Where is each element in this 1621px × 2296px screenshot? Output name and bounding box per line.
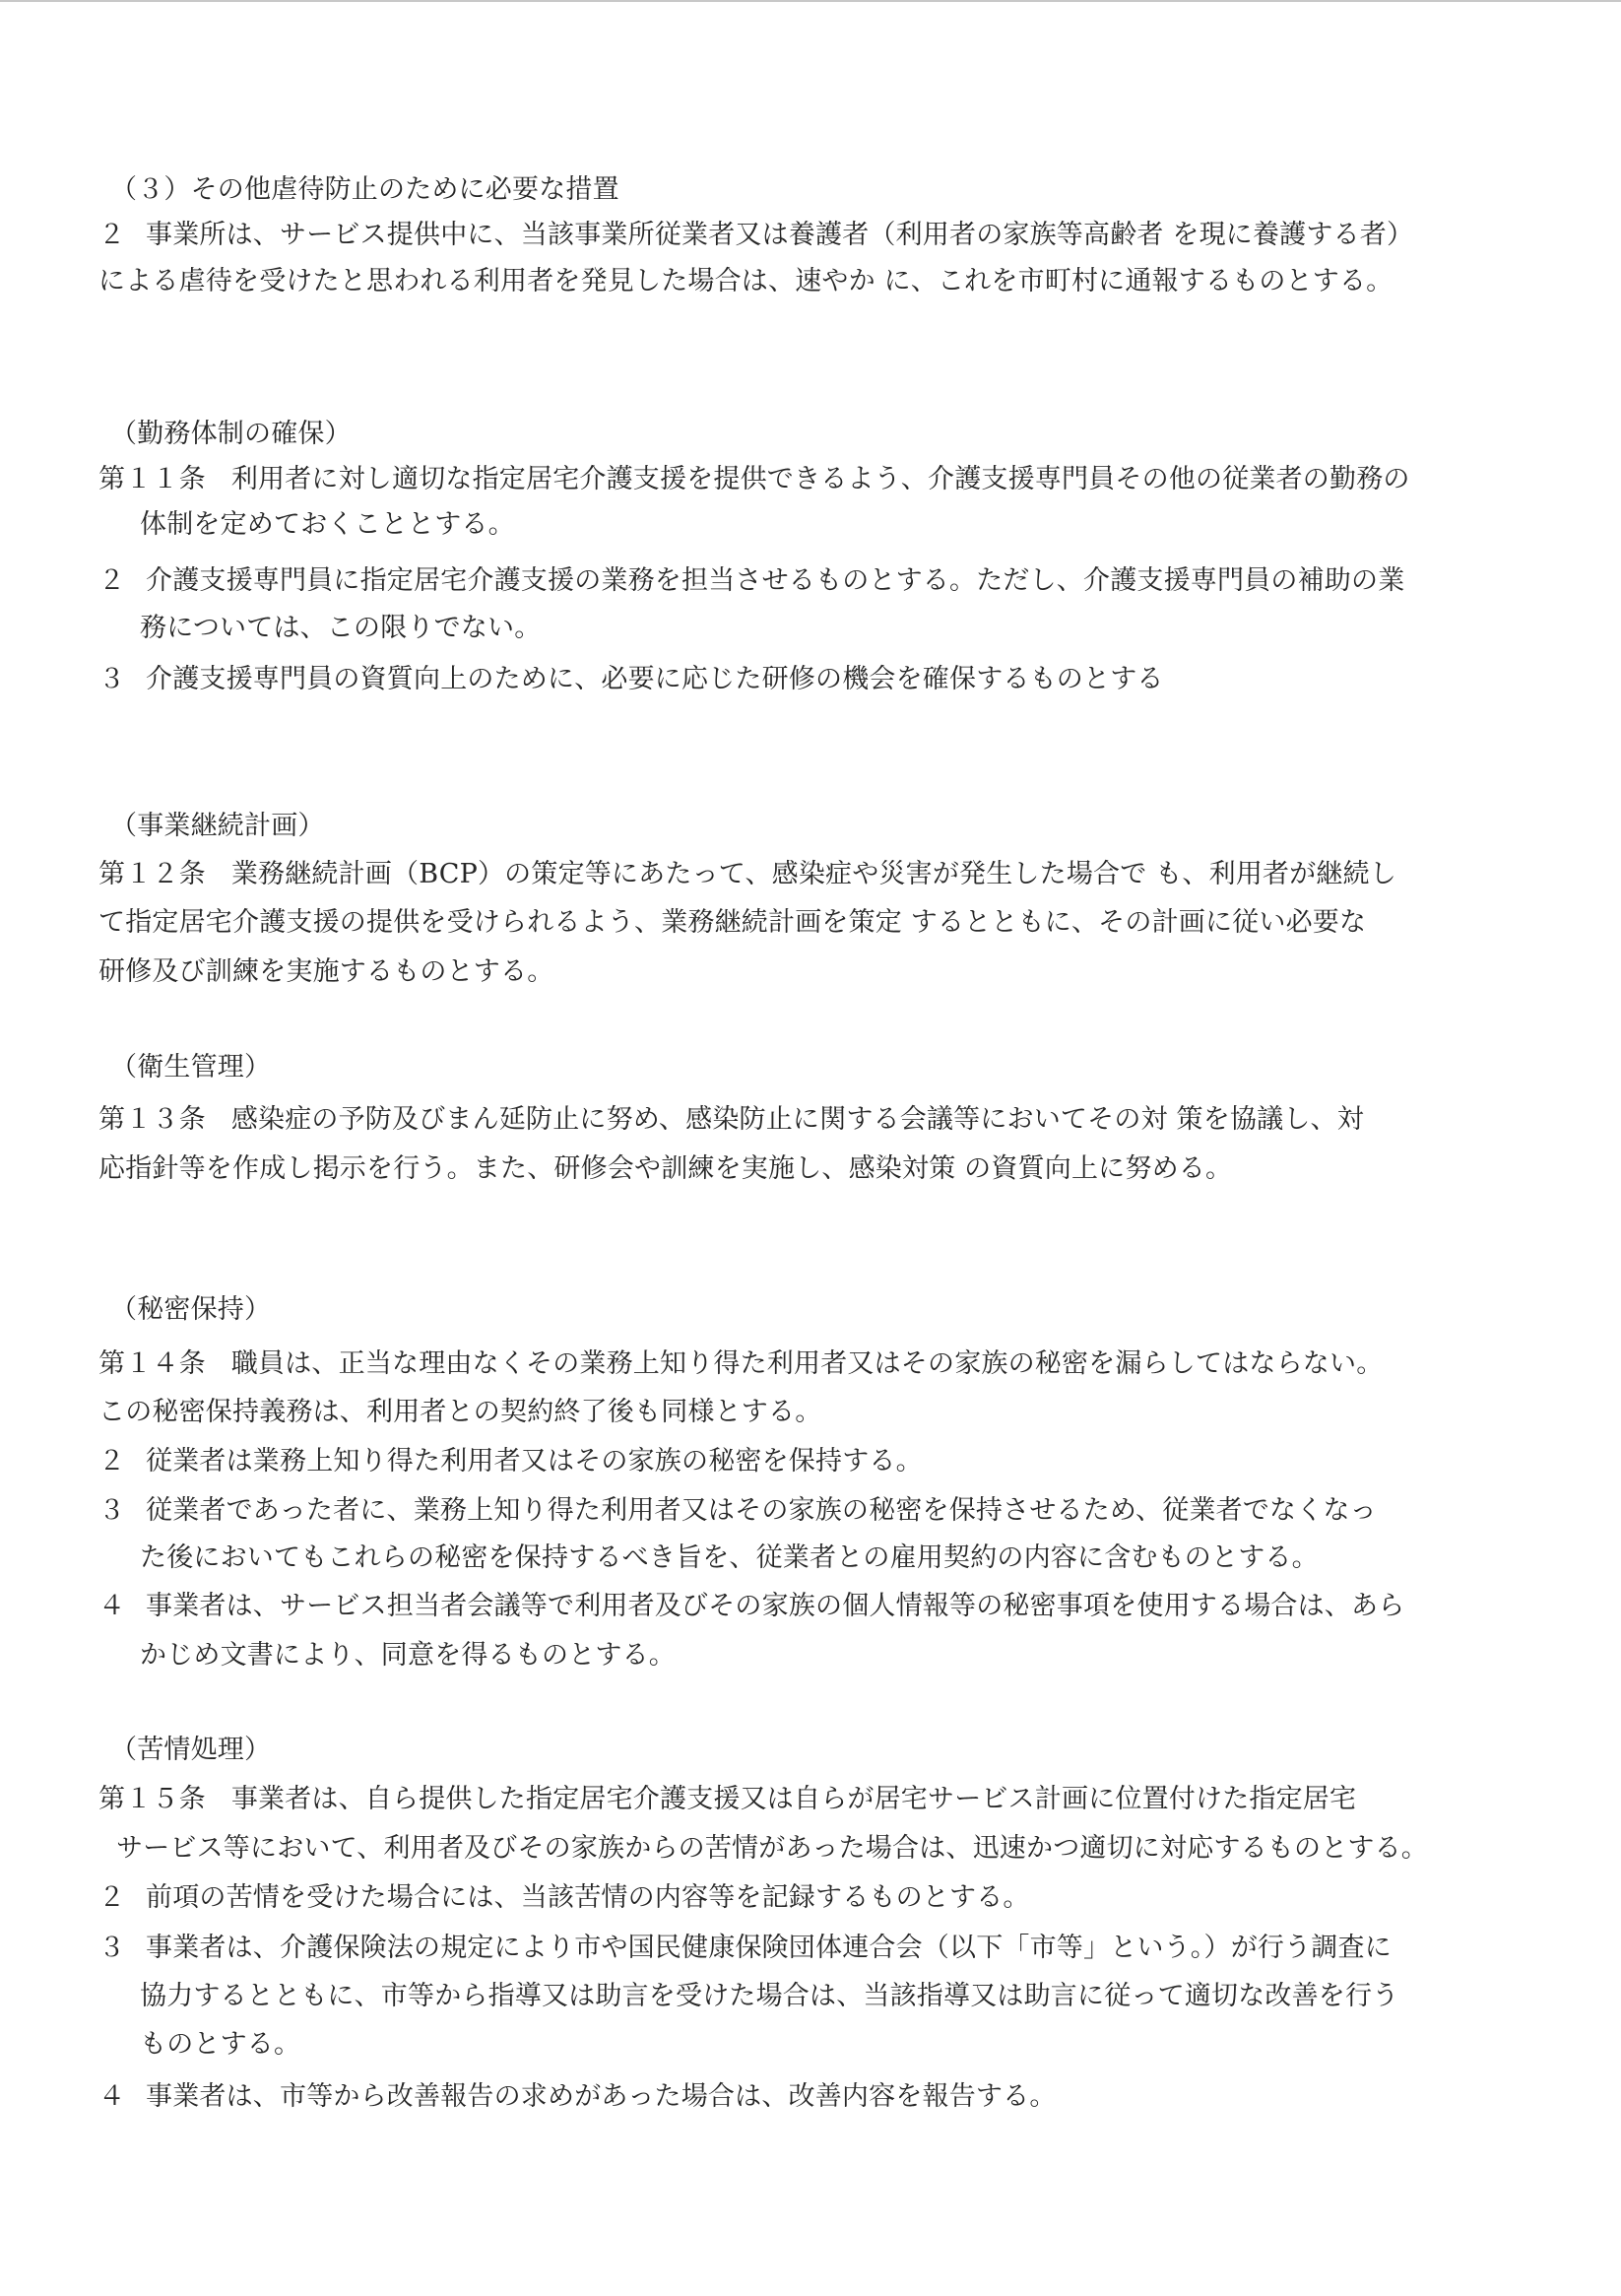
article-14-para-4-line-1: [98, 1590, 1404, 1623]
paragraph-number: ４: [98, 1591, 126, 1621]
article-number: 第１４条: [98, 1348, 206, 1379]
paragraph-2-line-2: による虐待を受けたと思われる利用者を発見した場合は、速やか に、これを市町村に通報するものとする。: [98, 266, 1394, 296]
article-14-line-2: この秘密保持義務は、利用者との契約終了後も同様とする。: [98, 1397, 822, 1427]
paragraph-number: ３: [98, 664, 126, 694]
article-number: 第１１条: [98, 464, 206, 494]
article-13-line-2: 応指針等を作成し掲示を行う。また、研修会や訓練を実施し、感染対策 の資質向上に努める。: [98, 1153, 1233, 1184]
section-heading-staffing: （勤務体制の確保）: [110, 419, 352, 449]
article-number: 第１３条: [98, 1104, 206, 1135]
article-14-para-4-line-2: かじめ文書により、同意を得るものとする。: [140, 1640, 676, 1671]
paragraph-text: 従業者であった者に、業務上知り得た利用者又はその家族の秘密を保持させるため、従業者でなくなっ: [146, 1495, 1377, 1526]
article-12-line-1: [98, 858, 1396, 891]
article-15-para-4: [98, 2080, 1057, 2114]
article-11-line-2: 体制を定めておくこととする。: [140, 509, 515, 540]
paragraph-text: 事業者は、介護保険法の規定により市や国民健康保険団体連合会（以下「市等」という。）が行う調査に: [146, 1933, 1392, 1963]
article-12-line-2: て指定居宅介護支援の提供を受けられるよう、業務継続計画を策定 するとともに、その計画に従い必要な: [98, 907, 1367, 938]
paragraph-number: ３: [98, 1933, 126, 1963]
paragraph-text: 事業者は、サービス担当者会議等で利用者及びその家族の個人情報等の秘密事項を使用する場合は、あら: [146, 1591, 1405, 1621]
paragraph-text: 前項の苦情を受けた場合には、当該苦情の内容等を記録するものとする。: [146, 1882, 1030, 1913]
paragraph-number: ２: [98, 220, 126, 250]
article-text: 職員は、正当な理由なくその業務上知り得た利用者又はその家族の秘密を漏らしてはならない。: [230, 1348, 1384, 1379]
article-15-para-3-line-1: [98, 1932, 1392, 1965]
section-heading-confidentiality: （秘密保持）: [110, 1294, 272, 1325]
article-11-para-3-line-1: [98, 663, 1164, 696]
article-15-line-1: [98, 1783, 1356, 1816]
article-13-line-1: [98, 1103, 1364, 1137]
article-text: 利用者に対し適切な指定居宅介護支援を提供できるよう、介護支援専門員その他の従業者の勤務の: [230, 464, 1410, 494]
article-text: 事業者は、自ら提供した指定居宅介護支援又は自らが居宅サービス計画に位置付けた指定居宅: [230, 1784, 1357, 1814]
paragraph-text: 従業者は業務上知り得た利用者又はその家族の秘密を保持する。: [146, 1446, 923, 1476]
paragraph-number: ２: [98, 1882, 126, 1913]
paragraph-number: ４: [98, 2081, 126, 2112]
paragraph-number: ３: [98, 1495, 126, 1526]
article-14-para-3-line-1: [98, 1494, 1377, 1528]
article-11-para-2-line-2: 務については、この限りでない。: [140, 613, 542, 643]
article-12-line-3: 研修及び訓練を実施するものとする。: [98, 956, 554, 987]
section-heading-hygiene: （衛生管理）: [110, 1052, 272, 1082]
section-heading-business-continuity: （事業継続計画）: [110, 811, 325, 841]
article-14-line-1: [98, 1347, 1383, 1381]
article-text: 感染症の予防及びまん延防止に努め、感染防止に関する会議等においてその対 策を協議し、対: [230, 1104, 1364, 1135]
article-14-para-3-line-2: た後においてもこれらの秘密を保持するべき旨を、従業者との雇用契約の内容に含むものとする。: [140, 1542, 1319, 1573]
paragraph-text: 事業所は、サービス提供中に、当該事業所従業者又は養護者（利用者の家族等高齢者 を現に養護する者）: [146, 220, 1414, 250]
article-15-para-3-line-3: ものとする。: [140, 2029, 301, 2060]
article-15-para-2: [98, 1881, 1030, 1915]
section-heading-complaints: （苦情処理）: [110, 1735, 272, 1765]
paragraph-2-line-1: [98, 219, 1413, 252]
article-15-line-2: サービス等において、利用者及びその家族からの苦情があった場合は、迅速かつ適切に対応するものとする。: [116, 1833, 1428, 1864]
article-14-para-2: [98, 1445, 923, 1478]
article-number: 第１５条: [98, 1784, 206, 1814]
article-11-line-1: [98, 463, 1410, 496]
article-11-para-2-line-1: [98, 564, 1404, 598]
paragraph-text: 介護支援専門員に指定居宅介護支援の業務を担当させるものとする。ただし、介護支援専門員の補助の業: [146, 565, 1405, 596]
article-number: 第１２条: [98, 859, 206, 889]
article-15-para-3-line-2: 協力するとともに、市等から指導又は助言を受けた場合は、当該指導又は助言に従って適切な改善を行う: [140, 1981, 1399, 2011]
item-3-other-measures: （３）その他虐待防止のために必要な措置: [110, 174, 619, 205]
article-text: 業務継続計画（BCP）の策定等にあたって、感染症や災害が発生した場合で も、利用者が継続し: [230, 859, 1397, 889]
paragraph-text: 事業者は、市等から改善報告の求めがあった場合は、改善内容を報告する。: [146, 2081, 1057, 2112]
paragraph-number: ２: [98, 1446, 126, 1476]
paragraph-number: ２: [98, 565, 126, 596]
paragraph-text: 介護支援専門員の資質向上のために、必要に応じた研修の機会を確保するものとする: [146, 664, 1164, 694]
